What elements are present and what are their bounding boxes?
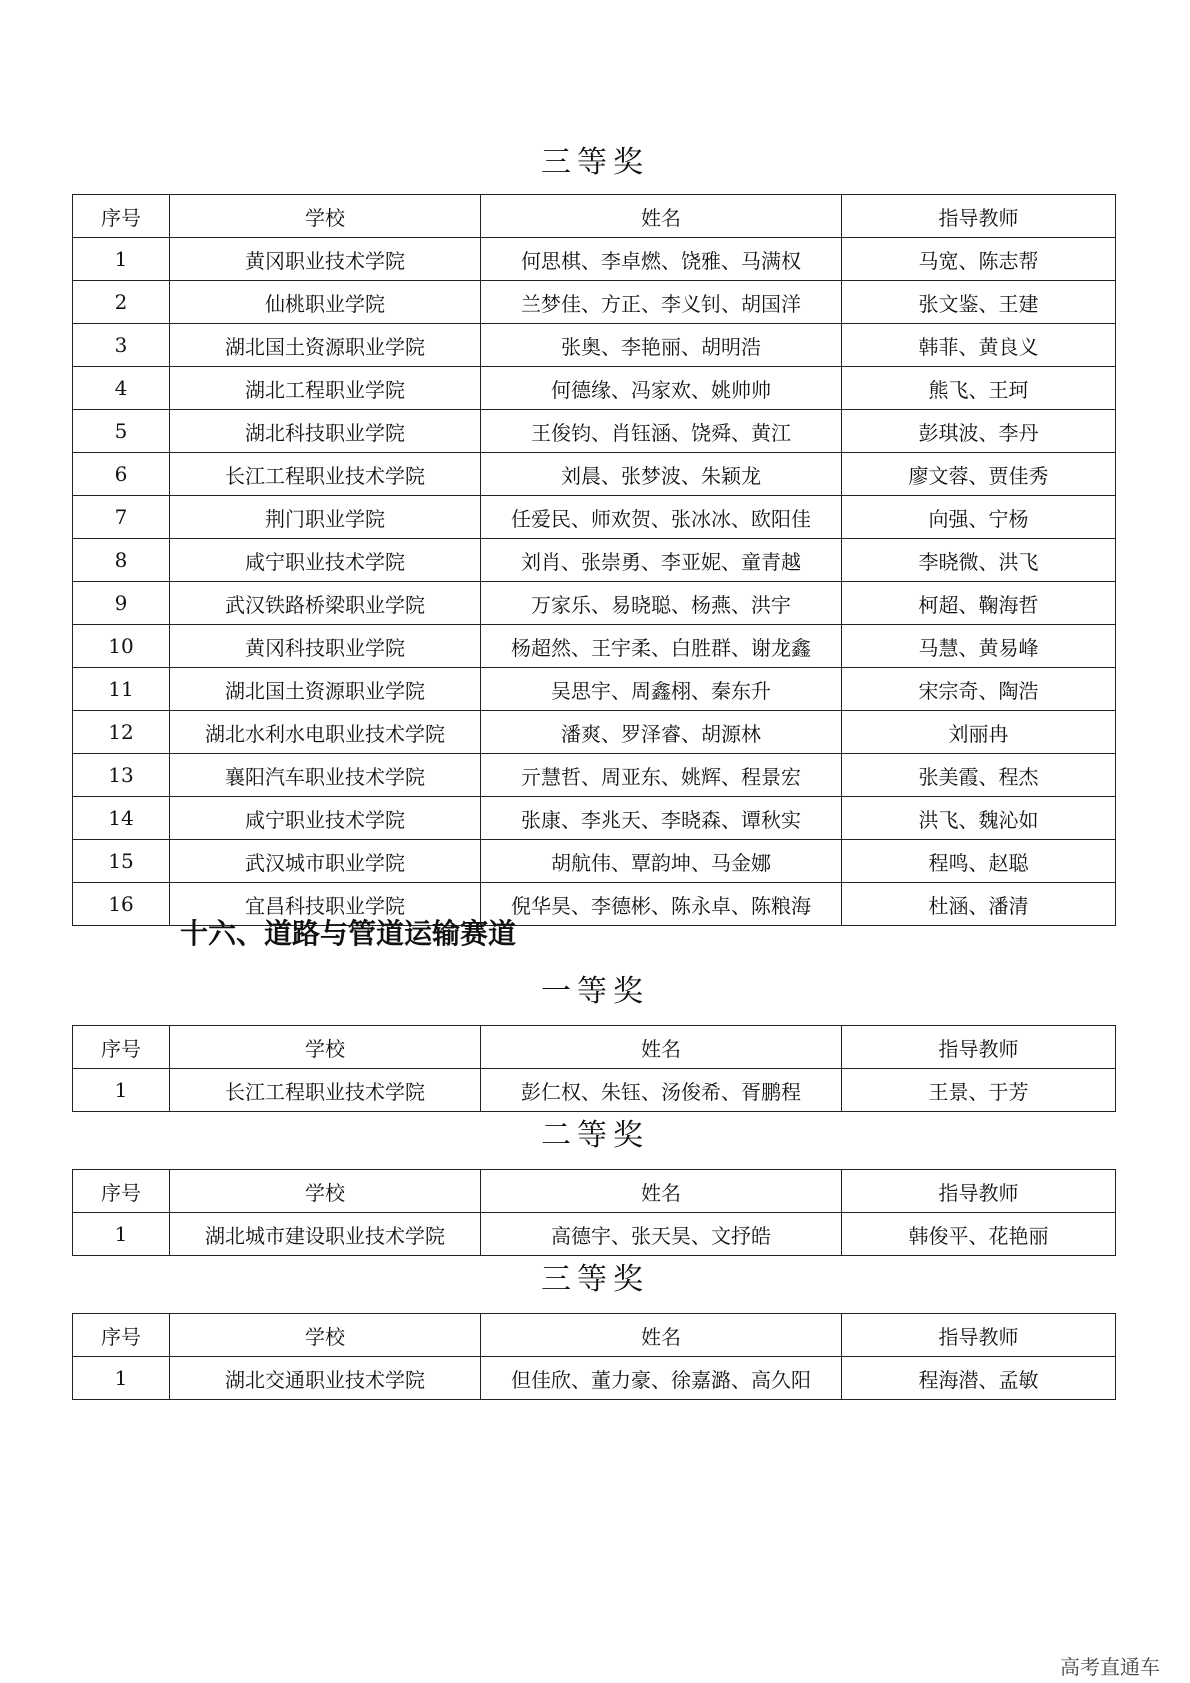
cell-no: 4 [73,367,170,410]
cell-teacher: 程海潜、孟敏 [842,1357,1116,1400]
award-title-second-prize: 二等奖 [541,1118,649,1153]
table-row [73,539,1116,582]
cell-school: 湖北国土资源职业学院 [170,324,481,367]
cell-no: 2 [73,281,170,324]
second-prize-table [72,1169,1116,1256]
table-row [73,668,1116,711]
cell-names: 彭仁权、朱钰、汤俊希、胥鹏程 [481,1069,842,1112]
cell-no: 15 [73,840,170,883]
cell-teacher: 马宽、陈志帮 [842,238,1116,281]
table-row [73,453,1116,496]
cell-names: 兰梦佳、方正、李义钊、胡国洋 [481,281,842,324]
cell-school: 武汉铁路桥梁职业学院 [170,582,481,625]
table-row [73,625,1116,668]
header-teacher: 指导教师 [842,195,1116,238]
cell-teacher: 王景、于芳 [842,1069,1116,1112]
cell-names: 亓慧哲、周亚东、姚辉、程景宏 [481,754,842,797]
cell-teacher: 宋宗奇、陶浩 [842,668,1116,711]
table-row [73,1357,1116,1400]
cell-names: 何思棋、李卓燃、饶雅、马满权 [481,238,842,281]
table-row [73,281,1116,324]
award-title-third-prize: 三等奖 [541,145,649,180]
cell-names: 胡航伟、覃韵坤、马金娜 [481,840,842,883]
cell-teacher: 张美霞、程杰 [842,754,1116,797]
cell-school: 咸宁职业技术学院 [170,539,481,582]
cell-names: 万家乐、易晓聪、杨燕、洪宇 [481,582,842,625]
cell-teacher: 韩俊平、花艳丽 [842,1213,1116,1256]
watermark-text: 高考直通车 [1060,1655,1160,1679]
cell-school: 湖北交通职业技术学院 [170,1357,481,1400]
third-prize-road-table [72,1313,1116,1400]
header-names: 姓名 [481,1026,842,1069]
cell-school: 黄冈职业技术学院 [170,238,481,281]
table-row [73,1213,1116,1256]
cell-teacher: 程鸣、赵聪 [842,840,1116,883]
cell-names: 高德宇、张天昊、文抒皓 [481,1213,842,1256]
table-row [73,410,1116,453]
header-no: 序号 [73,1170,170,1213]
table-header-row [73,195,1116,238]
cell-teacher: 马慧、黄易峰 [842,625,1116,668]
award-title-first-prize: 一等奖 [541,974,649,1009]
cell-teacher: 李晓微、洪飞 [842,539,1116,582]
cell-names: 张奥、李艳丽、胡明浩 [481,324,842,367]
cell-teacher: 杜涵、潘清 [842,883,1116,926]
cell-school: 湖北水利水电职业技术学院 [170,711,481,754]
cell-teacher: 柯超、鞠海哲 [842,582,1116,625]
header-school: 学校 [170,1170,481,1213]
cell-school: 武汉城市职业学院 [170,840,481,883]
cell-no: 1 [73,238,170,281]
cell-no: 12 [73,711,170,754]
cell-names: 潘爽、罗泽睿、胡源林 [481,711,842,754]
table-row [73,496,1116,539]
cell-teacher: 彭琪波、李丹 [842,410,1116,453]
cell-school: 长江工程职业技术学院 [170,453,481,496]
cell-names: 何德缘、冯家欢、姚帅帅 [481,367,842,410]
cell-no: 16 [73,883,170,926]
cell-names: 张康、李兆天、李晓森、谭秋实 [481,797,842,840]
cell-teacher: 熊飞、王珂 [842,367,1116,410]
cell-school: 湖北国土资源职业学院 [170,668,481,711]
cell-names: 吴思宇、周鑫栩、秦东升 [481,668,842,711]
header-no: 序号 [73,1314,170,1357]
cell-school: 荆门职业学院 [170,496,481,539]
cell-school: 黄冈科技职业学院 [170,625,481,668]
header-school: 学校 [170,1026,481,1069]
cell-no: 1 [73,1357,170,1400]
header-names: 姓名 [481,1314,842,1357]
cell-school: 湖北科技职业学院 [170,410,481,453]
header-school: 学校 [170,195,481,238]
cell-no: 10 [73,625,170,668]
cell-teacher: 向强、宁杨 [842,496,1116,539]
cell-names: 任爱民、师欢贺、张冰冰、欧阳佳 [481,496,842,539]
cell-school: 长江工程职业技术学院 [170,1069,481,1112]
header-teacher: 指导教师 [842,1170,1116,1213]
first-prize-table [72,1025,1116,1112]
header-teacher: 指导教师 [842,1026,1116,1069]
table-row [73,1069,1116,1112]
table-row [73,754,1116,797]
cell-school: 湖北城市建设职业技术学院 [170,1213,481,1256]
cell-school: 湖北工程职业学院 [170,367,481,410]
table-row [73,797,1116,840]
cell-no: 13 [73,754,170,797]
cell-teacher: 洪飞、魏沁如 [842,797,1116,840]
cell-no: 1 [73,1069,170,1112]
table-row [73,367,1116,410]
cell-names: 但佳欣、董力豪、徐嘉潞、高久阳 [481,1357,842,1400]
cell-no: 1 [73,1213,170,1256]
table-row [73,840,1116,883]
header-teacher: 指导教师 [842,1314,1116,1357]
cell-names: 刘肖、张崇勇、李亚妮、童青越 [481,539,842,582]
table-header-row [73,1314,1116,1357]
cell-teacher: 张文鉴、王建 [842,281,1116,324]
cell-no: 8 [73,539,170,582]
header-no: 序号 [73,1026,170,1069]
cell-school: 宜昌科技职业学院 [170,883,481,926]
table-row [73,582,1116,625]
cell-teacher: 廖文蓉、贾佳秀 [842,453,1116,496]
header-no: 序号 [73,195,170,238]
cell-school: 襄阳汽车职业技术学院 [170,754,481,797]
table-header-row [73,1170,1116,1213]
cell-no: 11 [73,668,170,711]
cell-no: 14 [73,797,170,840]
cell-school: 仙桃职业学院 [170,281,481,324]
section-title: 十六、道路与管道运输赛道 [180,917,517,950]
table-row [73,711,1116,754]
award-title-third-prize-road: 三等奖 [541,1262,649,1297]
cell-school: 咸宁职业技术学院 [170,797,481,840]
third-prize-table [72,194,1116,926]
cell-names: 杨超然、王宇柔、白胜群、谢龙鑫 [481,625,842,668]
header-names: 姓名 [481,1170,842,1213]
cell-names: 王俊钧、肖钰涵、饶舜、黄江 [481,410,842,453]
cell-teacher: 韩菲、黄良义 [842,324,1116,367]
header-names: 姓名 [481,195,842,238]
cell-names: 刘晨、张梦波、朱颖龙 [481,453,842,496]
table-row [73,238,1116,281]
cell-teacher: 刘丽冉 [842,711,1116,754]
table-row [73,324,1116,367]
cell-no: 3 [73,324,170,367]
cell-names: 倪华昊、李德彬、陈永卓、陈粮海 [481,883,842,926]
header-school: 学校 [170,1314,481,1357]
cell-no: 5 [73,410,170,453]
cell-no: 9 [73,582,170,625]
cell-no: 7 [73,496,170,539]
table-header-row [73,1026,1116,1069]
cell-no: 6 [73,453,170,496]
